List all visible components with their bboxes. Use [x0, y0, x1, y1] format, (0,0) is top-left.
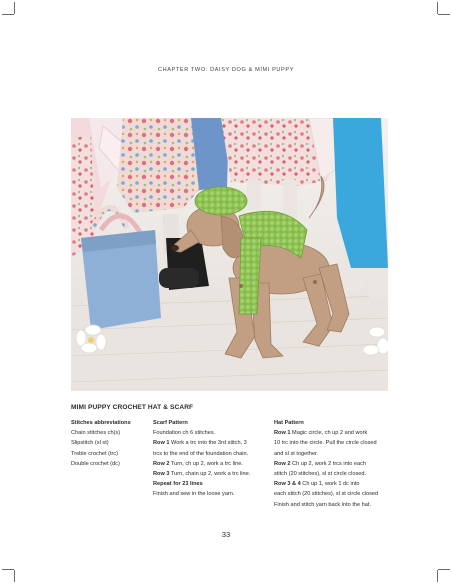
abbreviations-heading: Stitches abbreviations [71, 420, 131, 426]
crop-mark [14, 570, 15, 582]
chapter-header: CHAPTER TWO: DAISY DOG & MIMI PUPPY [157, 67, 295, 73]
row-text: Ch up 1, work 1 dc into [300, 481, 360, 488]
hat-row-2-cont: stitch (20 stitches), sl st circle closed. [274, 471, 367, 478]
hat-finish: Finish and stitch yarn back into the hat. [274, 501, 372, 508]
crop-mark [438, 14, 450, 15]
crop-mark [437, 570, 438, 582]
hat-row-1-cont: 10 trc into the circle. Pull the circle closed [274, 440, 377, 447]
row-text: Magic circle, ch up 2 and work [290, 430, 368, 437]
hat-row-2 [274, 459, 390, 469]
row-label: Row 2 [274, 460, 291, 467]
abbreviation-item: Double crochet (dc) [71, 460, 120, 467]
scarf-foundation: Foundation ch 6 stitches. [153, 430, 216, 437]
row-label: Row 1 [153, 440, 170, 447]
row-text: Turn, chain up 2, work a trc line. [169, 471, 251, 478]
hat-row-3-4-cont: each stitch (20 stitches), sl st circle closed [274, 491, 379, 498]
page-number: 33 [221, 530, 231, 539]
hat-heading: Hat Pattern [274, 420, 304, 426]
row-label: Row 3 [153, 471, 170, 478]
crop-mark [2, 569, 14, 570]
scarf-row-1-cont: trcs to the end of the foundation chain. [153, 450, 249, 457]
scarf-row-1 [153, 438, 268, 448]
scarf-finish: Finish and sew in the loose yarn. [153, 491, 235, 498]
abbreviation-item: Slipstitch (sl st) [71, 440, 109, 447]
hat-row-1-cont: and sl st together. [274, 450, 319, 457]
section-title: MIMI PUPPY CROCHET HAT & SCARF [71, 404, 194, 411]
scarf-row-3 [153, 469, 268, 479]
row-label: Row 1 [274, 430, 291, 437]
photo-dogs-with-crochet-hat-scarf [71, 118, 388, 391]
scarf-repeat: Repeat for 23 lines [153, 481, 203, 488]
row-label: Row 3 & 4 [274, 481, 301, 488]
abbreviation-item: Chain stitches ch(s) [71, 430, 121, 437]
abbreviation-item: Treble crochet (trc) [71, 450, 119, 457]
row-text: Work a trc into the 3rd stitch, 3 [169, 440, 247, 447]
crop-mark [14, 2, 15, 14]
row-text: Ch up 2, work 2 trcs into each [290, 460, 367, 467]
crop-mark [437, 2, 438, 14]
row-label: Row 2 [153, 460, 170, 467]
crop-mark [2, 14, 14, 15]
crop-mark [438, 569, 450, 570]
hat-row-1 [274, 428, 390, 438]
hat-row-3-4 [274, 479, 390, 489]
scarf-heading: Scarf Pattern [153, 420, 188, 426]
row-text: Turn, ch up 2, work a trc line. [169, 460, 243, 467]
hat-pattern-column [274, 418, 390, 510]
abbreviations-column [71, 418, 147, 469]
scarf-row-2 [153, 459, 268, 469]
scarf-pattern-column [153, 418, 268, 500]
